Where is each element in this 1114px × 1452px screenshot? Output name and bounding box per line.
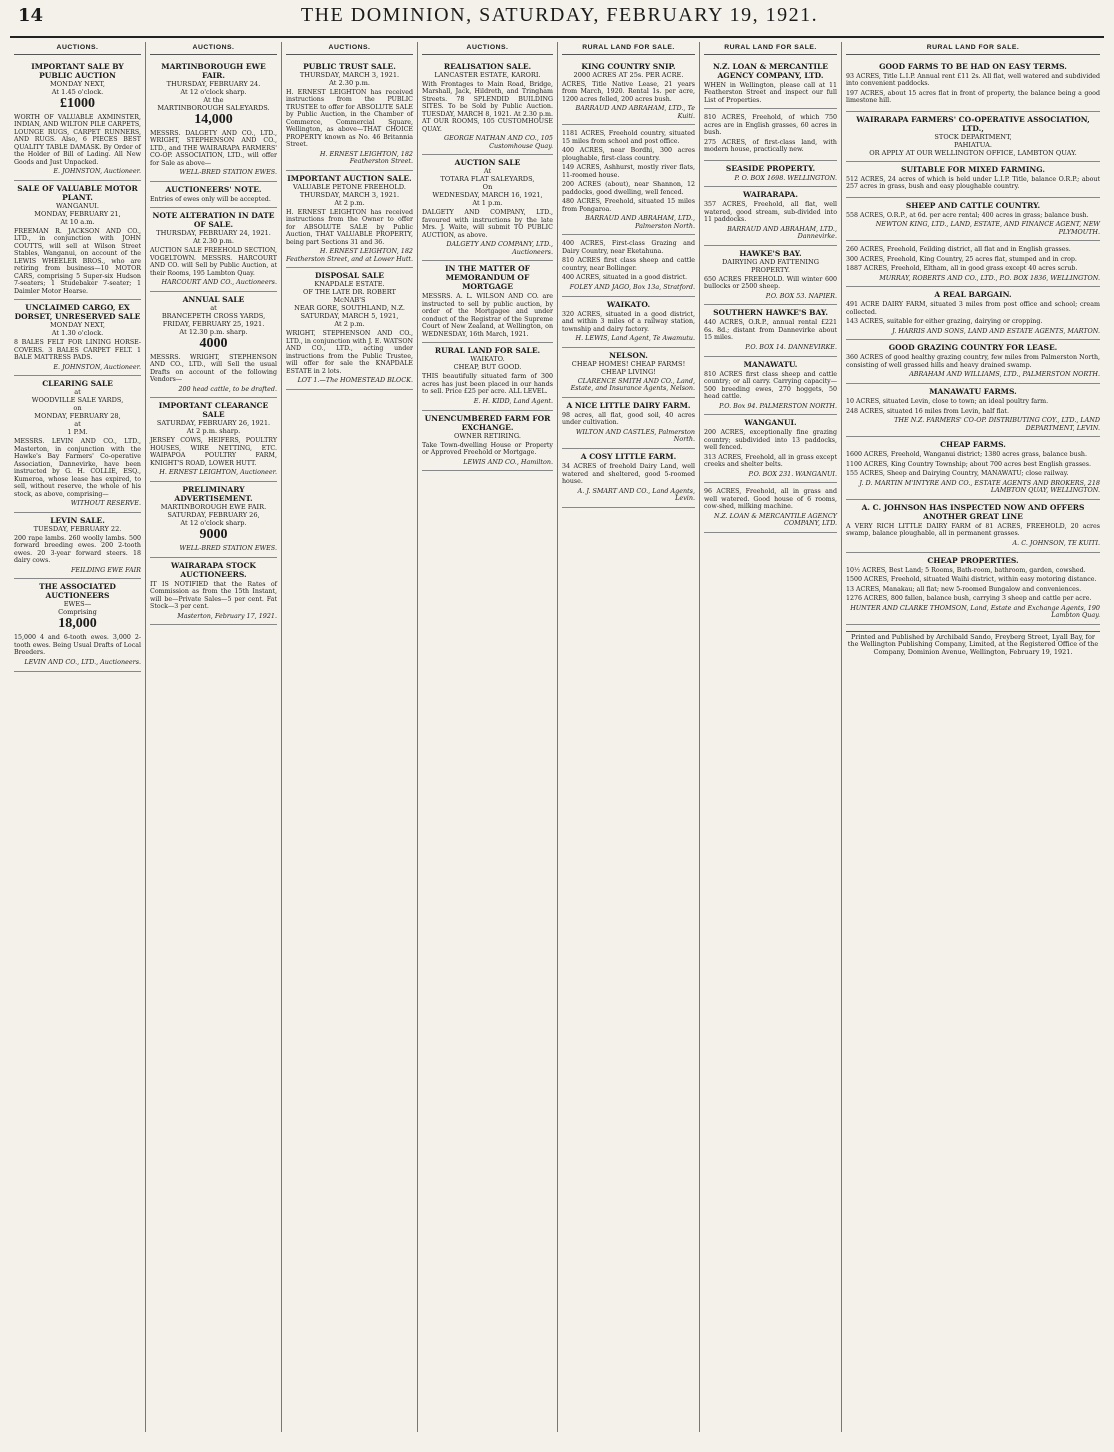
ad-line: WANGANUI. [55, 201, 100, 210]
ad-signature: E. H. KIDD, Land Agent. [473, 396, 553, 405]
column-4 [418, 42, 558, 1432]
ad-signature: LOT 1.—The HOMESTEAD BLOCK. [297, 376, 413, 385]
ad-body: MESSRS. LEVIN AND CO., LTD., Masterton, in conjunction with the Hawke's Bay Farmers' Co-operative Association, Dannevirke, have been instructed by G. H. COLLIE, ESQ., Kumeroa, whose lease has expired, to sell, without reserve, the whole of his stock, as above, comprising— [14, 438, 141, 498]
ad-signature: J. D. MARTIN M'INTYRE AND CO., ESTATE AGENTS AND BROKERS, 218 LAMBTON QUAY, WELLINGTON. [859, 478, 1100, 495]
ad-title: RURAL LAND FOR SALE. [434, 346, 541, 356]
page-number: 14 [18, 5, 44, 26]
ad-signature: BARRAUD AND ABRAHAM, LTD., Palmerston North. [585, 214, 695, 230]
ad-title: WAIRARAPA STOCK AUCTIONEERS. [171, 560, 256, 579]
advertisement [704, 305, 837, 356]
advertisement [150, 292, 277, 399]
property-listing: 491 ACRE DAIRY FARM, situated 3 miles from post office and school; cream collected. [846, 301, 1100, 316]
ad-list [846, 59, 1100, 625]
column-header: AUCTIONS. [286, 42, 413, 55]
ad-line: TUESDAY, FEBRUARY 22. [33, 524, 122, 533]
ad-title: AUCTIONEERS' NOTE. [165, 184, 262, 194]
ad-signature: E. JOHNSTON, Auctioneer. [53, 167, 141, 176]
ad-line: At 2.30 p.m. [193, 237, 234, 246]
advertisement [150, 398, 277, 482]
ad-line: THURSDAY, MARCH 3, 1921. [299, 190, 400, 199]
ad-signature: J. HARRIS AND SONS, LAND AND ESTATE AGENTS, MARTON. [892, 326, 1100, 335]
ad-body: JERSEY COWS, HEIFERS, POULTRY HOUSES, WIRE NETTING, ETC. WAIPAPOA POULTRY FARM, KNIGHT'S ROAD, LOWER HUTT. [150, 437, 277, 467]
ad-line: SATURDAY, MARCH 5, 1921, [300, 312, 399, 321]
advertisement [422, 155, 553, 261]
ad-headline-figure: 4000 [199, 335, 228, 351]
ad-line: THURSDAY, MARCH 3, 1921. [299, 70, 400, 79]
ad-line: STOCK DEPARTMENT, [934, 132, 1012, 141]
property-listing: 275 ACRES, of first-class land, with modern house, practically new. [704, 138, 837, 154]
ad-line: OR APPLY AT OUR WELLINGTON OFFICE, LAMBTON QUAY. [869, 148, 1077, 157]
advertisement [562, 398, 695, 449]
ad-body: With Frontages to Main Road, Bridge, Marshall, Jack, Hildreth, and Tringham Streets. 78 SPLENDID BUILDING SITES. To be Sold by Public Auction. TUESDAY, MARCH 8, 1921. At 2.30 p.m. AT OUR ROOMS, 105 CUSTOMHOUSE QUAY. [422, 80, 553, 133]
property-listing: 1100 ACRES, King Country Township; about 700 acres best English grasses. [846, 460, 1092, 468]
ad-title: CLEARING SALE [42, 379, 113, 389]
property-listing: 1887 ACRES, Freehold, Eltham, all in good grass except 40 acres scrub. [846, 265, 1078, 273]
property-listing: 260 ACRES, Freehold, Feilding district, all flat and in English grasses. [846, 246, 1071, 254]
property-listing: 1500 ACRES, Freehold, situated Waihi district, within easy motoring distance. [846, 576, 1097, 584]
ad-signature: WILTON AND CASTLES, Palmerston North. [575, 427, 695, 444]
ad-line: 1 P.M. [67, 428, 88, 437]
ad-title: DISPOSAL SALE [315, 271, 384, 281]
ad-title: GOOD FARMS TO BE HAD ON EASY TERMS. [879, 61, 1067, 71]
advertisement [846, 241, 1100, 287]
ad-line: OF THE LATE DR. ROBERT McNAB'S [303, 288, 396, 305]
ad-body: DALGETY AND COMPANY, LTD., favoured with instructions by the late Mrs. J. Waite, will submit TO PUBLIC AUCTION, as above. [422, 209, 553, 239]
property-listing: 149 ACRES, Ashhurst, mostly river flats, 11-roomed house. [562, 164, 695, 179]
ad-signature: MURRAY, ROBERTS AND CO., LTD., P.O. BOX 1836, WELLINGTON. [879, 273, 1100, 282]
advertisement [14, 300, 141, 376]
advertisement [704, 483, 837, 533]
ad-body: 34 ACRES of freehold Dairy Land, well watered and sheltered, good 5-roomed house. [562, 463, 695, 486]
ad-line: OWNER RETIRING. [453, 431, 522, 440]
ad-list [422, 59, 553, 472]
ad-line: At the [203, 95, 224, 104]
ad-body: A VERY RICH LITTLE DAIRY FARM of 81 ACRES, FREEHOLD, 20 acres swamp, balance ploughable, all in permanent grasses. [846, 522, 1100, 538]
ad-title: GOOD GRAZING COUNTRY FOR LEASE. [888, 343, 1058, 353]
advertisement [562, 59, 695, 126]
ad-body: AUCTION SALE FREEHOLD SECTION, VOGELTOWN. MESSRS. HARCOURT AND CO. will Sell by Public Auction, at their Rooms, 195 Lambton Quay. [150, 247, 277, 277]
ad-body: WHEN in Wellington, please call at 11 Featherston Street and inspect our full List of Properties. [704, 81, 837, 104]
ad-title: LEVIN SALE. [50, 515, 105, 525]
ad-line: At 2 p.m. [334, 198, 365, 207]
advertisement [422, 59, 553, 156]
ad-body: WORTH OF VALUABLE AXMINSTER, INDIAN, AND WILTON PILE CARPETS, LOUNGE RUGS, CARPET RUNNERS, AND RUGS. Also, 6 PIECES BEST QUALITY TABLE DAMASK. By Order of the Holder of Bill of Lading. All New Goods and Just Unpacked. [14, 113, 141, 166]
ad-line: at [74, 388, 81, 397]
column-header: RURAL LAND FOR SALE. [846, 42, 1100, 55]
ad-title: SEASIDE PROPERTY. [725, 163, 816, 173]
ad-title: CHEAP FARMS. [940, 440, 1006, 450]
property-listing: 197 ACRES, about 15 acres flat in front of property, the balance being a good limestone hill. [846, 89, 1100, 105]
ad-body: H. ERNEST LEIGHTON has received instructions from the Owner to offer for ABSOLUTE SALE by Public Auction, THAT VALUABLE PROPERTY, being part Sections 31 and 36. [286, 208, 413, 246]
ad-signature: NEWTON KING, LTD., LAND, ESTATE, AND FINANCE AGENT, NEW PLYMOUTH. [875, 220, 1100, 236]
ad-title: SHEEP AND CATTLE COUNTRY. [905, 200, 1041, 210]
property-listing: 480 ACRES, Freehold, situated 15 miles from Pongaroa. [562, 198, 695, 213]
ad-signature: E. JOHNSTON, Auctioneer. [53, 362, 141, 371]
ad-line: SATURDAY, FEBRUARY 26, [167, 510, 260, 519]
column-header: RURAL LAND FOR SALE. [562, 42, 695, 55]
ad-title: WAIRARAPA. [743, 190, 798, 200]
ad-title: SUITABLE FOR MIXED FARMING. [901, 164, 1045, 174]
property-listing: 1181 ACRES, Freehold country, situated 15 miles from school and post office. [562, 130, 695, 145]
property-listing: 10 ACRES, situated Levin, close to town; an ideal poultry farm. [846, 398, 1049, 406]
property-listing: 96 ACRES, Freehold, all in grass and well watered. Good house of 6 rooms, cow-shed, milking machine. [704, 488, 837, 511]
column-3 [282, 42, 418, 1432]
ad-title: UNCLAIMED CARGO, EX DORSET, UNRESERVED SALE [14, 303, 141, 322]
column-header: RURAL LAND FOR SALE. [704, 42, 837, 55]
advertisement [704, 246, 837, 306]
ad-signature: THE N.Z. FARMERS' CO-OP. DISTRIBUTING COY., LTD., LAND DEPARTMENT, LEVIN. [894, 416, 1100, 432]
property-listing: 1276 ACRES, 800 fallen, balance bush, carrying 3 sheep and cattle per acre. [846, 595, 1092, 603]
ad-signature: A. C. JOHNSON, TE KUITI. [1012, 538, 1100, 547]
newspaper-title: THE DOMINION, SATURDAY, FEBRUARY 19, 1921. [300, 4, 819, 26]
ad-title: IMPORTANT AUCTION SALE. [287, 173, 412, 183]
ad-title: KING COUNTRY SNIP. [581, 61, 676, 71]
ad-signature: LEWIS AND CO., Hamilton. [463, 457, 553, 466]
property-listing: 650 ACRES FREEHOLD. Will winter 600 bullocks or 2500 sheep. [704, 275, 837, 291]
column-header: AUCTIONS. [150, 42, 277, 55]
ad-signature: FOLEY AND JAGO, Box 13a, Stratford. [569, 282, 695, 291]
ad-list [704, 59, 837, 533]
column-6 [700, 42, 842, 1432]
ad-signature: BARRAUD AND ABRAHAM, LTD., Dannevirke. [727, 224, 837, 241]
ad-body: ACRES, Title Native Lease, 21 years from March, 1920. Rental 1s. per acre, 1200 acres felled, 200 acres bush. [562, 80, 695, 103]
advertisement [150, 208, 277, 292]
property-listing: 400 ACRES, near Bordhi, 300 acres ploughable, first-class country. [562, 147, 695, 162]
advertisement [846, 162, 1100, 198]
ad-signature: H. ERNEST LEIGHTON, Auctioneer. [159, 468, 277, 477]
ad-body: THIS beautifully situated farm of 300 acres has just been placed in our hands to sell. Price £25 per acre. ALL LEVEL. [422, 373, 553, 396]
ad-line: MONDAY NEXT, [50, 79, 105, 88]
ad-signature: Masterton, February 17, 1921. [177, 611, 277, 620]
ad-body: 8 BALES FELT FOR LINING HORSE-COVERS. 3 BALES CARPET FELT. 1 BALE MATTRESS PADS. [14, 339, 141, 362]
property-listing: 810 ACRES first class sheep and cattle country, near Bollinger. [562, 257, 695, 272]
ad-line: At 2 p.m. [334, 320, 365, 329]
ad-signature: H. ERNEST LEIGHTON, 182 Featherston Street. [319, 149, 413, 166]
ad-line: At 12.30 p.m. sharp. [179, 327, 248, 336]
advertisement [150, 59, 277, 182]
property-listing: 300 ACRES, Freehold, King Country, 25 acres flat, stumped and in crop. [846, 255, 1077, 263]
advertisement [286, 171, 413, 269]
advertisement [562, 348, 695, 398]
ad-title: WAIKATO. [606, 299, 651, 309]
ad-line: 2000 ACRES AT 25s. PER ACRE. [573, 70, 684, 79]
property-listing: 360 ACRES of good healthy grazing country, few miles from Palmerston North, consisting of well grassed hills and heavy drained swamp. [846, 354, 1100, 369]
property-listing: 512 ACRES, 24 acres of which is held under L.I.P. Title, balance O.R.P.; about 257 acres in grass, bush and easy ploughable country. [846, 175, 1100, 191]
ad-body: 15,000 4 and 6-tooth ewes. 3,000 2-tooth ewes. Being Usual Drafts of Local Breeders. [14, 634, 141, 657]
ad-body: MESSRS. WRIGHT, STEPHENSON AND CO., LTD., will Sell the usual Drafts on account of the following Vendors— [150, 353, 277, 384]
ad-signature: FEILDING EWE FAIR [70, 565, 141, 574]
column-7 [842, 42, 1104, 1432]
ad-list [286, 59, 413, 390]
ad-title: A NICE LITTLE DAIRY FARM. [566, 400, 691, 410]
ad-signature: GEORGE NATHAN AND CO., 105 Customhouse Quay. [444, 134, 553, 150]
column-header: AUCTIONS. [422, 42, 553, 55]
ad-signature: DALGETY AND COMPANY, LTD., Auctioneers. [446, 240, 553, 256]
ad-list [14, 59, 141, 672]
ad-signature: P.O. BOX 14. DANNEVIRKE. [745, 342, 837, 351]
ad-signature: WELL-BRED STATION EWES. [179, 543, 277, 552]
advertisement [14, 579, 141, 671]
property-listing: 13 ACRES, Manakau; all flat; new 5-roomed Bungalow and conveniences. [846, 585, 1082, 593]
ad-line: MARTINBOROUGH SALEYARDS. [157, 103, 270, 112]
ad-signature: N.Z. LOAN & MERCANTILE AGENCY COMPANY, LTD. [714, 511, 837, 528]
advertisement [422, 411, 553, 472]
advertisement [704, 59, 837, 110]
ad-line: KNAPDALE ESTATE. [314, 280, 385, 289]
advertisement [286, 59, 413, 171]
ad-title: N.Z. LOAN & MERCANTILE AGENCY COMPANY, LTD. [712, 61, 828, 80]
ad-title: CHEAP PROPERTIES. [927, 555, 1019, 565]
ad-signature: ABRAHAM AND WILLIAMS, LTD., PALMERSTON NORTH. [909, 370, 1100, 379]
ad-line: At 2.30 p.m. [329, 78, 370, 87]
ad-title: A REAL BARGAIN. [934, 290, 1012, 300]
advertisement [846, 553, 1100, 625]
ad-title: REALISATION SALE. [443, 61, 532, 71]
ad-title: IMPORTANT SALE BY PUBLIC AUCTION [31, 61, 124, 80]
advertisement [562, 449, 695, 508]
ad-line: At 12 o'clock sharp. [180, 518, 247, 527]
ad-line: LANCASTER ESTATE, KARORI. [434, 70, 541, 79]
ad-line: WAIKATO. [470, 355, 505, 364]
ad-headline-figure: 9000 [199, 526, 228, 542]
ad-signature: WELL-BRED STATION EWES. [179, 168, 277, 177]
ad-body: 98 acres, all flat, good soil, 40 acres under cultivation. [562, 411, 695, 427]
advertisement [846, 287, 1100, 340]
advertisement [562, 297, 695, 348]
ad-signature: H. ERNEST LEIGHTON, 182 Featherston Street, and at Lower Hutt. [286, 247, 413, 263]
ad-line: SATURDAY, FEBRUARY 26, 1921. [156, 419, 271, 428]
property-listing: 810 ACRES, Freehold, of which 750 acres are in English grasses, 60 acres in bush. [704, 114, 837, 137]
ad-body: 200 rape lambs. 260 woolly lambs. 500 forward breeding ewes. 200 2-tooth ewes. 20 3-year forward steers. 18 dairy cows. [14, 534, 141, 565]
advertisement [150, 482, 277, 558]
ad-line: on [73, 404, 82, 413]
property-listing: 200 ACRES, exceptionally fine grazing country; subdivided into 13 paddocks, well fenced. [704, 429, 837, 452]
ad-signature: P. O. BOX 1698. WELLINGTON. [734, 173, 837, 182]
advertisement [422, 343, 553, 410]
ad-line: At 12 o'clock sharp. [180, 87, 247, 96]
ad-line: PAHIATUA. [954, 140, 992, 149]
ad-title: NELSON. [609, 350, 648, 360]
ad-title: MANAWATU. [743, 359, 798, 369]
property-listing: 248 ACRES, situated 16 miles from Levin, half flat. [846, 407, 1009, 415]
ad-line: NEAR GORE, SOUTHLAND, N.Z. [294, 304, 405, 313]
advertisement [150, 182, 277, 209]
ad-title: ANNUAL SALE [182, 294, 245, 304]
ad-line: CHEAP, BUT GOOD. [453, 363, 522, 372]
ad-line: at [210, 303, 217, 312]
ad-signature: BARRAUD AND ABRAHAM, LTD., Te Kuiti. [575, 104, 695, 120]
ad-line: At 1.45 o'clock. [51, 87, 104, 96]
ad-headline-figure: 14,000 [194, 111, 233, 127]
advertisement [704, 109, 837, 161]
ad-body: 320 ACRES, situated in a good district, and within 3 miles of a railway station, township and dairy factory. [562, 310, 695, 333]
advertisement [14, 181, 141, 301]
ad-title: MANAWATU FARMS. [929, 387, 1017, 397]
ad-body: Take Town-dwelling House or Property or Approved Freehold or Mortgage. [422, 441, 553, 457]
advertisement [422, 261, 553, 343]
ad-body: Entries of ewes only will be accepted. [150, 195, 271, 203]
ad-line: EWES— [63, 600, 92, 609]
ad-title: A COSY LITTLE FARM. [580, 452, 677, 462]
ad-signature: HARCOURT AND CO., Auctioneers. [161, 278, 277, 287]
ad-line: At 1.30 o'clock. [51, 329, 104, 338]
ad-line: VALUABLE PETONE FREEHOLD. [293, 182, 406, 191]
column-5 [558, 42, 700, 1432]
property-listing: 93 ACRES, Title L.I.P. Annual rent £11 2s. All flat, well watered and subdivided into convenient paddocks. [846, 72, 1100, 88]
ad-line: On [482, 183, 493, 192]
ad-title: MARTINBOROUGH EWE FAIR. [161, 61, 266, 80]
property-listing: 10½ ACRES, Best Land; 5 Rooms, Bath-room, bathroom, garden, cowshed. [846, 566, 1086, 574]
ad-line: DAIRYING AND FATTENING PROPERTY. [722, 257, 819, 274]
property-listing: 200 ACRES (about), near Shannon, 12 paddocks, good dwelling, well fenced. [562, 181, 695, 196]
advertisement [704, 357, 837, 416]
advertisement [846, 198, 1100, 242]
advertisement [846, 112, 1100, 162]
ad-signature: CLARENCE SMITH AND CO., Land, Estate, and Insurance Agents, Nelson. [570, 376, 695, 393]
ad-line: TOTARA FLAT SALEYARDS, [440, 175, 535, 184]
ad-line: MONDAY, FEBRUARY 21, [34, 209, 121, 218]
advertisement [562, 235, 695, 296]
ad-signature: LEVIN AND CO., LTD., Auctioneers. [24, 657, 141, 666]
property-listing: 440 ACRES, O.R.P., annual rental £221 6s. 8d.; distant from Dannevirke about 15 miles. [704, 319, 837, 342]
advertisement [846, 340, 1100, 384]
ad-title: IN THE MATTER OF MEMORANDUM OF MORTGAGE [445, 264, 530, 292]
ad-signature: P.O. BOX 53. NAPIER. [765, 291, 837, 300]
advertisement [704, 415, 837, 483]
columns [10, 42, 1104, 1432]
ad-line: THURSDAY, FEBRUARY 24, 1921. [156, 229, 271, 238]
ad-body: WRIGHT, STEPHENSON AND CO., LTD., in conjunction with J. E. WATSON AND CO., LTD., acting under instructions from the Public Trustee, will offer for sale the KNAPDALE ESTATE in 2 lots. [286, 330, 413, 375]
column-1 [10, 42, 146, 1432]
ad-title: WAIRARAPA FARMERS' CO-OPERATIVE ASSOCIATION, LTD., [856, 114, 1090, 133]
ad-title: HAWKE'S BAY. [739, 248, 802, 258]
property-listing: 357 ACRES, Freehold, all flat, well watered, good stream, sub-divided into 11 paddocks. [704, 201, 837, 224]
ad-line: MONDAY, FEBRUARY 28, [34, 412, 121, 421]
advertisement [286, 268, 413, 390]
ad-list [562, 59, 695, 508]
ad-body: IT IS NOTIFIED that the Rates of Commission as from the 15th Instant, will be—Private Sales—5 per cent. Fat Stock—3 per cent. [150, 580, 277, 611]
advertisement [704, 161, 837, 188]
masthead [10, 0, 1104, 38]
ad-line: WEDNESDAY, MARCH 16, 1921, [432, 191, 543, 200]
ad-title: WANGANUI. [744, 418, 797, 428]
property-listing: 810 ACRES first class sheep and cattle country; or all carry. Carrying capacity—500 breeding ewes, 270 hoggets, 50 head cattle. [704, 370, 837, 401]
ad-line: FRIDAY, FEBRUARY 25, 1921. [162, 319, 265, 328]
ad-list [150, 59, 277, 626]
ad-headline-figure: £1000 [60, 95, 95, 111]
ad-line: At 2 p.m. sharp. [186, 427, 241, 436]
ad-title: PRELIMINARY ADVERTISEMENT. [174, 484, 253, 503]
ad-signature: H. LEWIS, Land Agent, Te Awamutu. [575, 334, 695, 343]
ad-title: THE ASSOCIATED AUCTIONEERS [39, 582, 116, 601]
ad-title: A. C. JOHNSON HAS INSPECTED NOW AND OFFERS ANOTHER GREAT LINE [861, 502, 1085, 521]
ad-signature: HUNTER AND CLARKE THOMSON, Land, Estate and Exchange Agents, 190 Lambton Quay. [850, 603, 1100, 620]
property-listing: 155 ACRES, Sheep and Dairying Country, MANAWATU; close railway. [846, 470, 1069, 478]
property-listing: 143 ACRES, suitable for either grazing, dairying or cropping. [846, 318, 1043, 326]
ad-title: SALE OF VALUABLE MOTOR PLANT. [17, 183, 138, 202]
ad-signature: P.O. BOX 231. WANGANUI. [748, 469, 837, 478]
ad-line: MONDAY NEXT, [50, 321, 105, 330]
advertisement [14, 513, 141, 580]
ad-line: At 10 a.m. [60, 217, 95, 226]
ad-line: WOODVILLE SALE YARDS, [31, 396, 124, 405]
ad-line: At [483, 167, 492, 176]
ad-line: CHEAP HOMES! CHEAP FARMS! CHEAP LIVING! [571, 359, 686, 376]
advertisement [562, 125, 695, 235]
ad-line: BRANCEPETH CROSS YARDS, [161, 311, 266, 320]
ad-title: SOUTHERN HAWKE'S BAY. [713, 308, 828, 318]
advertisement [846, 384, 1100, 437]
ad-line: at [74, 420, 81, 429]
ad-headline-figure: 18,000 [58, 616, 97, 632]
column-2 [146, 42, 282, 1432]
ad-body: FREEMAN R. JACKSON AND CO., LTD., in conjunction with JOHN COUTTS, will sell at Wilson Street Stables, Wanganui, on account of the LEWIS WHEELER BROS., who are retiring from business—10 MOTOR CARS, comprising 5 Super-six Hudson 7-seaters; 1 Studebaker 7-seater; 1 Daimler Motor Hearse. [14, 227, 141, 295]
ad-body: MESSRS. A. L. WILSON AND CO. are instructed to sell by public auction, by order of the Mortgagee and under conduct of the Registrar of the Supreme Court of New Zealand, at Wellington, on WEDNESDAY, 16th March, 1921. [422, 293, 553, 338]
property-listing: 1600 ACRES, Freehold, Wanganui district; 1380 acres grass, balance bush. [846, 451, 1087, 459]
ad-body: H. ERNEST LEIGHTON has received instructions from the PUBLIC TRUSTEE to offer for ABSOLUTE SALE by Public Auction, in the Chamber of Commerce, Commercial Square, Wellington, as above—THAT CHOICE PROPERTY known as No. 46 Britannia Street. [286, 88, 413, 149]
ad-signature: WITHOUT RESERVE. [70, 499, 141, 508]
ad-title: AUCTION SALE [454, 158, 521, 168]
ad-signature: A. J. SMART AND CO., Land Agents, Levin. [577, 486, 695, 503]
property-listing: 400 ACRES, First-class Grazing and Dairy Country, near Eketahuna. [562, 240, 695, 255]
ad-title: UNENCUMBERED FARM FOR EXCHANGE. [424, 413, 551, 432]
column-header: AUCTIONS. [14, 42, 141, 55]
property-listing: 313 ACRES, Freehold, all in grass except creeks and shelter belts. [704, 453, 837, 469]
ad-body: MESSRS. DALGETY AND CO., LTD., WRIGHT, STEPHENSON AND CO., LTD., and THE WAIRARAPA FARMERS' CO-OP. ASSOCIATION, LTD., will offer for Sale as above— [150, 129, 277, 167]
imprint-footer: Printed and Published by Archibald Sando, Freyberg Street, Lyall Bay, for the Wellington Publishing Company, Limited, at the Registered Office of the Company, Dominion Avenue, Wellington, February 19, 1921. [847, 632, 1099, 656]
advertisement [14, 59, 141, 181]
ad-title: IMPORTANT CLEARANCE SALE [158, 401, 269, 420]
ad-signature: 200 head cattle, to be drafted. [178, 384, 277, 393]
ad-signature: P.O. Box 94. PALMERSTON NORTH. [719, 401, 837, 410]
advertisement [846, 437, 1100, 500]
property-listing: 558 ACRES, O.R.P., at 6d. per acre rental; 400 acres in grass; balance bush. [846, 211, 1089, 219]
advertisement [14, 376, 141, 513]
ad-line: At 1 p.m. [472, 199, 503, 208]
ad-title: NOTE ALTERATION IN DATE OF SALE. [152, 211, 275, 230]
ad-title: PUBLIC TRUST SALE. [303, 61, 396, 71]
advertisement [846, 59, 1100, 112]
ad-line: THURSDAY, FEBRUARY 24. [166, 79, 261, 88]
property-listing: 400 ACRES, situated in a good district. [562, 274, 688, 282]
advertisement [704, 187, 837, 246]
advertisement [150, 558, 277, 626]
ad-line: MARTINBOROUGH EWE FAIR. [160, 502, 267, 511]
ad-line: Comprising [58, 608, 97, 617]
advertisement [846, 500, 1100, 553]
